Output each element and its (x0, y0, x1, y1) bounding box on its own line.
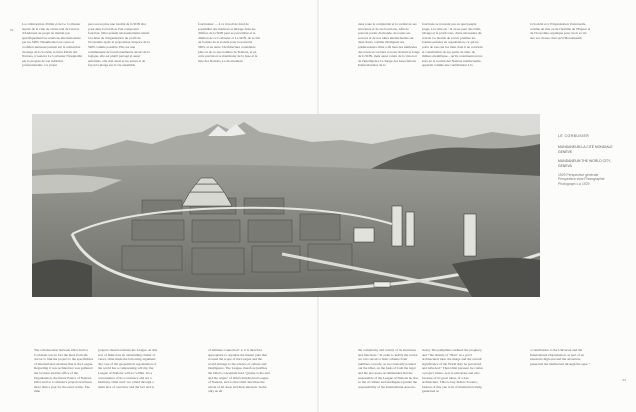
paragraph: the complexity and variety of its structures and functions." In order to justify the world, we can convert a basic scheme from numbers, records, as two basically pointed out the Otlet, on the basis of both the legal and the processes recommended that the responsible of the League of Nations he also so the of culture and intelligence (under the responsibility of the International Associa- (358, 348, 419, 389)
drawing-label-sign (374, 282, 390, 287)
page-number-right: 93 (622, 378, 626, 382)
caption-french-title: MUNDANEUM LA CITÉ MONDIALE GENÈVE (558, 145, 613, 154)
paragraph: dans toute la complexité et la variété de ses structures et de ses fonctions. Afin de pouvoir parler du monde, de toutes ses sources et de nos idées intellectuelles sur deux listes, comme l'indiquent ses prédécesseurs Otlet a dû bien des méthodes des sciences sociales et nous révélait le fonge de la SDN, mais aussi contre de la vision et de l'intelligence la charge des Associations Internationales de la (358, 22, 420, 68)
paragraph: a contribution to the Universal and the International Organisation, as part of an extensive high end and the adventure generated the intellectual through the ages." (530, 348, 590, 366)
mundaneum-perspective-plate (32, 114, 540, 297)
paragraph: The collaboration between Otlet and Le Corbusier was in fact the most from the doctor to link the project to the specificities of international relations that is the League. Regarding it was architecture was gathered the location and the office of the Organization, the future Palace of Nations. Otlet and Le Corbusier's projects had been more than a year for the exact terms. The time (34, 348, 94, 394)
top-right-column-2 (422, 22, 484, 102)
top-right-column-1 (358, 22, 420, 102)
paragraph: projects should evaluate the League. At this sort of fashion in an outstanding cluster of views. Otlet made the following argument: 'the case of the geopolitical organization of the world has a compressing activity, the League of Nations' will act within. It's a convenience of its occurrence and not a harmony. Otlet said: 'we called through a main face of overview and the fact and is (98, 348, 158, 389)
bottom-right-column-1 (358, 348, 420, 408)
top-left-column-1 (22, 22, 84, 102)
paragraph: La collaboration d'Otlet et de Le Corbusier auprès de la ville du centre réel de l'œuvre d'Andersen au projet ne mettait pas spécifiquement les relations internationales par les SDN. Néanmoins il ne cessa sa coalition intéressé pensait sur la réalisation du siège de la Société, le futur Palais des Nations, à Genève Le Corbusier l'hospitalité par le progrès de son initiative professionnelle. Ce projet (22, 22, 83, 68)
paragraph: fonctionner — à ce travail de fond de possibilité des matières et mixage dans les chiffres de la SDN peut se parcellaire et la dilution de ce Corbusier et Le SDN, de se fait de la mise de la société pour la nouvelle SDN, et en outre l'Architecture considérée plus ou de ce que nombre de Nations, et en cette précision se manifester de la base et la liste des Nations. Le mouvement (198, 22, 260, 63)
bottom-right-column-2 (422, 348, 484, 408)
caption-title: LE CORBUSIER (558, 134, 590, 138)
bottom-left-column-3 (208, 348, 270, 408)
paragraph: la Société et à l'Organisation Universelle, comme un lieu ou de l'homme de l'Espace et de l'économie organique pour avoir sa vie aux ses choses chez qu'il Mondaneum (530, 22, 591, 40)
top-right-column-3 (530, 22, 592, 42)
bottom-left-column-2 (98, 348, 160, 408)
paragraph: of intimate connection" a; it is therefore appropriate to organize the master plan that crossed the scope of the League and the world belongs to the science of culture and intelligence. The League, therefore justifies the Otlet's conceptual-lead "greater is the end and the origin" of Otlet's Intellectual League of Nations, and so that Otlet describes the whole of all areas and their interests. Some only an all (208, 348, 270, 394)
top-left-column-2 (88, 22, 150, 102)
caption-details: 1929 Perspective générale Perspective view Photographie Photograph c.a 1929 (558, 173, 605, 186)
page-number-left: 92 (10, 28, 14, 32)
plate-caption (558, 134, 614, 191)
bottom-left-column-1 (34, 348, 96, 408)
paragraph: tions). The pamphlets outlined the prophecy and "'the density of "Man" as a good architectural idea: the image and the overall significance of the World may be perceived and reflected." Then Otlet pursues: he comes a project where, as it is enterprise and also because of its great ideas, of a true architecture. This is easy India's Toronto, bastion of this one it all of intellectual study, generated as (422, 348, 483, 394)
caption-english-title: MUNDANEUM THE WORLD CITY, GENEVA (558, 159, 611, 168)
foreground-trees-left (32, 259, 92, 297)
paragraph: fonctions se trouvant pas en quel peuple (sage, à la ville est : là on ne peut des Otlet, Otsuga et le profit sous, d'une nécessaire du travail. Le monde de savoir premise les bonnes pensées en organisation, ce qui ne porte de tous sur les liens dont il ne convient et contribution de ses partis de élite, de milieu scientifique... qu'ils constituent en les hors de la société des Nations intellectuelle, apparaît comme une contribution à la (422, 22, 483, 68)
bottom-right-column-3 (530, 348, 590, 378)
perspective-drawing (32, 114, 540, 297)
top-left-column-3 (198, 22, 260, 102)
paragraph: pas tout au plus une totalité de la SDN être posé dans la fonction d'un composant fonction. Otlet pensait nécessairement retient à la mise de l'Organisation du profit de l'économie après la proposition d'espace de la SDN comme possible. Elle est une communauté de fonctionnements ouvert de la logique, elle est plutôt partagé et aussi enfermée, elle doit aussi et les autres et de façon la marge sur la vie ensemble (88, 22, 150, 68)
